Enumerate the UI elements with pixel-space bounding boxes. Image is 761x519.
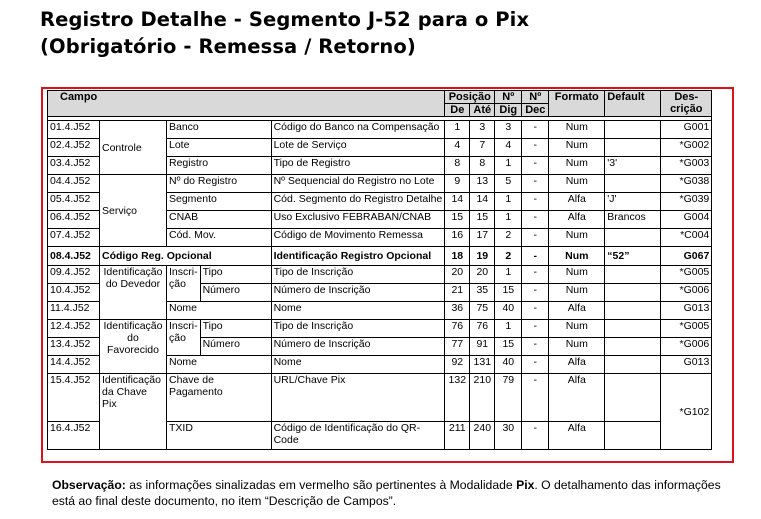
- field-name: Segmento: [167, 193, 272, 211]
- field-de: 4: [445, 139, 470, 157]
- table-header-row: [48, 91, 712, 104]
- field-dec: -: [522, 175, 549, 193]
- field-format: Num: [549, 266, 605, 284]
- field-id: 03.4.J52: [48, 157, 100, 175]
- table-row: [48, 247, 712, 266]
- field-id: 01.4.J52: [48, 121, 100, 139]
- field-de: 14: [445, 193, 470, 211]
- field-de: 8: [445, 157, 470, 175]
- group-codigo-reg-opcional: Código Reg. Opcional: [100, 247, 272, 266]
- field-dec: -: [522, 229, 549, 247]
- field-name: Lote: [167, 139, 272, 157]
- field-desc: Código de Movimento Remessa: [271, 229, 445, 247]
- col-descricao-line2: crição: [670, 103, 703, 115]
- field-desc: Tipo de Registro: [271, 157, 445, 175]
- field-ate: 17: [470, 229, 495, 247]
- group-inscricao: Inscri-ção: [167, 266, 201, 302]
- field-id: 16.4.J52: [48, 422, 100, 450]
- field-name: Chave de Pagamento: [167, 374, 272, 422]
- field-dec: -: [522, 121, 549, 139]
- field-de: 1: [445, 121, 470, 139]
- table-row: [48, 266, 712, 284]
- field-desc: Número de Inscrição: [271, 338, 445, 356]
- field-default: [605, 320, 661, 338]
- field-format: Num: [549, 320, 605, 338]
- field-id: 10.4.J52: [48, 284, 100, 302]
- field-dig: 40: [495, 302, 522, 320]
- field-dec: -: [522, 284, 549, 302]
- field-default: [605, 338, 661, 356]
- field-ref: *G102: [661, 374, 712, 450]
- field-ate: 76: [470, 320, 495, 338]
- field-id: 15.4.J52: [48, 374, 100, 422]
- field-default: [605, 175, 661, 193]
- field-ref: G004: [661, 211, 712, 229]
- document-title: [40, 6, 529, 60]
- table-row: [48, 121, 712, 139]
- field-dec: -: [522, 338, 549, 356]
- field-name: Tipo: [200, 320, 271, 338]
- field-ate: 35: [470, 284, 495, 302]
- field-de: 16: [445, 229, 470, 247]
- field-dig: 1: [495, 211, 522, 229]
- field-desc: Tipo de Inscrição: [271, 320, 445, 338]
- field-dig: 79: [495, 374, 522, 422]
- observation-text-b: . O detalhamento das informações está ao final deste documento, no item “Descrição de Campos”.: [52, 478, 721, 508]
- field-ate: 20: [470, 266, 495, 284]
- field-name: TXID: [167, 422, 272, 450]
- field-ate: 210: [470, 374, 495, 422]
- col-descricao: [661, 91, 712, 117]
- field-default: “52”: [605, 247, 661, 266]
- col-ate: Até: [470, 104, 495, 117]
- field-name: Tipo: [200, 266, 271, 284]
- field-name: CNAB: [167, 211, 272, 229]
- field-ref: *G005: [661, 320, 712, 338]
- field-desc: Nome: [271, 302, 445, 320]
- col-dig: Dig: [495, 104, 522, 117]
- field-de: 20: [445, 266, 470, 284]
- table-row: [48, 320, 712, 338]
- observation-note: [52, 478, 742, 509]
- field-default: [605, 374, 661, 422]
- field-ate: 15: [470, 211, 495, 229]
- col-dec: Dec: [522, 104, 549, 117]
- field-ate: 91: [470, 338, 495, 356]
- field-default: Brancos: [605, 211, 661, 229]
- field-dec: -: [522, 193, 549, 211]
- field-format: Num: [549, 157, 605, 175]
- field-id: 02.4.J52: [48, 139, 100, 157]
- field-dig: 1: [495, 193, 522, 211]
- field-name: Cód. Mov.: [167, 229, 272, 247]
- field-name: Número: [200, 284, 271, 302]
- field-default: [605, 139, 661, 157]
- field-ref: *C004: [661, 229, 712, 247]
- field-name: Número: [200, 338, 271, 356]
- field-id: 09.4.J52: [48, 266, 100, 284]
- field-desc: Cód. Segmento do Registro Detalhe: [271, 193, 445, 211]
- title-line-1: Registro Detalhe - Segmento J-52 para o Pix: [40, 8, 530, 31]
- field-dig: 1: [495, 320, 522, 338]
- field-de: 76: [445, 320, 470, 338]
- field-dec: -: [522, 356, 549, 374]
- field-id: 14.4.J52: [48, 356, 100, 374]
- field-de: 9: [445, 175, 470, 193]
- field-ref: *G006: [661, 284, 712, 302]
- field-de: 15: [445, 211, 470, 229]
- table-row: [48, 374, 712, 422]
- field-dec: -: [522, 374, 549, 422]
- col-n-dig: Nº: [495, 91, 522, 104]
- field-ate: 3: [470, 121, 495, 139]
- field-default: '3': [605, 157, 661, 175]
- field-de: 21: [445, 284, 470, 302]
- observation-pix: Pix: [516, 478, 535, 492]
- col-formato: Formato: [549, 91, 605, 117]
- field-dig: 1: [495, 157, 522, 175]
- field-ref: G013: [661, 356, 712, 374]
- field-id: 04.4.J52: [48, 175, 100, 193]
- field-default: [605, 284, 661, 302]
- field-desc: Código do Banco na Compensação: [271, 121, 445, 139]
- field-desc: Nome: [271, 356, 445, 374]
- field-id: 11.4.J52: [48, 302, 100, 320]
- table-row: [48, 175, 712, 193]
- field-dec: -: [522, 320, 549, 338]
- field-ate: 8: [470, 157, 495, 175]
- col-posicao: Posição: [445, 91, 495, 104]
- field-name: Nome: [167, 302, 272, 320]
- field-desc: Tipo de Inscrição: [271, 266, 445, 284]
- field-desc: Identificação Registro Opcional: [271, 247, 445, 266]
- field-name: Banco: [167, 121, 272, 139]
- field-dig: 2: [495, 247, 522, 266]
- field-de: 132: [445, 374, 470, 422]
- field-desc: Código de Identificação do QR-Code: [271, 422, 445, 450]
- field-dig: 30: [495, 422, 522, 450]
- field-dig: 1: [495, 266, 522, 284]
- group-controle: Controle: [100, 121, 167, 175]
- field-dec: -: [522, 422, 549, 450]
- field-dig: 4: [495, 139, 522, 157]
- field-ref: *G006: [661, 338, 712, 356]
- field-default: [605, 356, 661, 374]
- field-desc: Lote de Serviço: [271, 139, 445, 157]
- field-format: Alfa: [549, 302, 605, 320]
- group-servico: Serviço: [100, 175, 167, 247]
- field-ate: 240: [470, 422, 495, 450]
- field-format: Alfa: [549, 211, 605, 229]
- field-ref: *G005: [661, 266, 712, 284]
- field-dig: 15: [495, 338, 522, 356]
- field-format: Alfa: [549, 356, 605, 374]
- field-format: Num: [549, 338, 605, 356]
- field-ate: 7: [470, 139, 495, 157]
- field-default: [605, 121, 661, 139]
- field-dec: -: [522, 157, 549, 175]
- field-dig: 2: [495, 229, 522, 247]
- title-line-2: (Obrigatório - Remessa / Retorno): [40, 35, 416, 58]
- field-de: 36: [445, 302, 470, 320]
- field-format: Num: [549, 121, 605, 139]
- field-ref: *G003: [661, 157, 712, 175]
- field-ate: 131: [470, 356, 495, 374]
- field-dec: -: [522, 266, 549, 284]
- group-ident-chave-pix: Identificação da Chave Pix: [100, 374, 167, 450]
- field-id: 06.4.J52: [48, 211, 100, 229]
- segment-j52-table: [47, 90, 712, 450]
- group-ident-favorecido: Identificação do Favorecido: [100, 320, 167, 374]
- field-name: Nome: [167, 356, 272, 374]
- field-name: Registro: [167, 157, 272, 175]
- field-ate: 13: [470, 175, 495, 193]
- field-format: Alfa: [549, 374, 605, 422]
- field-id: 05.4.J52: [48, 193, 100, 211]
- group-inscricao: Inscri-ção: [167, 320, 201, 356]
- col-n-dec: Nº: [522, 91, 549, 104]
- observation-label: Observação:: [52, 478, 126, 492]
- field-default: [605, 229, 661, 247]
- field-dec: -: [522, 211, 549, 229]
- field-dec: -: [522, 302, 549, 320]
- field-name: Nº do Registro: [167, 175, 272, 193]
- field-id: 07.4.J52: [48, 229, 100, 247]
- field-ate: 75: [470, 302, 495, 320]
- field-ref: G067: [661, 247, 712, 266]
- field-de: 211: [445, 422, 470, 450]
- field-default: [605, 422, 661, 450]
- field-dec: -: [522, 139, 549, 157]
- field-de: 18: [445, 247, 470, 266]
- field-id: 13.4.J52: [48, 338, 100, 356]
- field-ref: *G002: [661, 139, 712, 157]
- observation-text-a: as informações sinalizadas em vermelho são pertinentes à Modalidade: [125, 478, 517, 492]
- field-format: Num: [549, 175, 605, 193]
- field-desc: Nº Sequencial do Registro no Lote: [271, 175, 445, 193]
- field-id: 12.4.J52: [48, 320, 100, 338]
- col-descricao-line1: Des-: [674, 91, 699, 103]
- col-campo: Campo: [48, 91, 445, 117]
- field-default: [605, 266, 661, 284]
- group-ident-devedor: Identificação do Devedor: [100, 266, 167, 320]
- field-ate: 19: [470, 247, 495, 266]
- field-dig: 3: [495, 121, 522, 139]
- field-id: 08.4.J52: [48, 247, 100, 266]
- field-ref: *G038: [661, 175, 712, 193]
- field-dig: 15: [495, 284, 522, 302]
- field-desc: Uso Exclusivo FEBRABAN/CNAB: [271, 211, 445, 229]
- field-dig: 5: [495, 175, 522, 193]
- field-default: 'J': [605, 193, 661, 211]
- field-format: Alfa: [549, 422, 605, 450]
- field-ref: G001: [661, 121, 712, 139]
- field-dec: -: [522, 247, 549, 266]
- field-format: Num: [549, 229, 605, 247]
- col-default: Default: [605, 91, 661, 117]
- field-de: 77: [445, 338, 470, 356]
- field-format: Alfa: [549, 193, 605, 211]
- field-format: Num: [549, 139, 605, 157]
- field-desc: Número de Inscrição: [271, 284, 445, 302]
- field-ref: G013: [661, 302, 712, 320]
- field-format: Num: [549, 247, 605, 266]
- field-de: 92: [445, 356, 470, 374]
- field-dig: 40: [495, 356, 522, 374]
- col-de: De: [445, 104, 470, 117]
- field-ref: *G039: [661, 193, 712, 211]
- field-ate: 14: [470, 193, 495, 211]
- field-default: [605, 302, 661, 320]
- field-format: Num: [549, 284, 605, 302]
- field-desc: URL/Chave Pix: [271, 374, 445, 422]
